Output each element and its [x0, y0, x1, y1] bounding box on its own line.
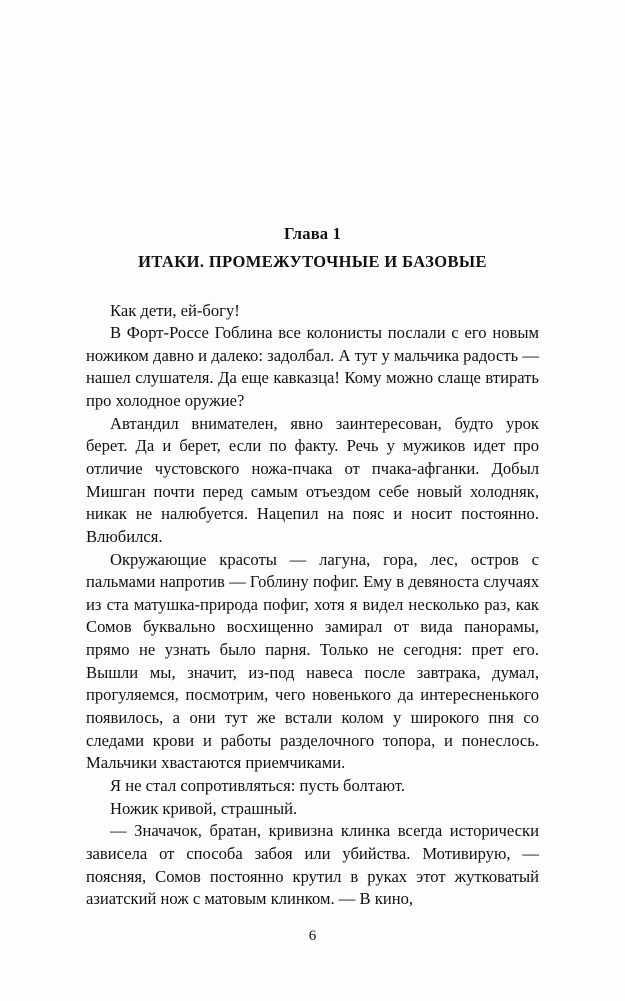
paragraph: — Значачок, братан, кривизна клинка всегда исторически зависела от способа забоя или убийства. Мотивирую, — поясняя, Сомов постоянно крутил в руках этот жутковатый азиатский нож с матовым клинком. — В кино,: [86, 821, 539, 909]
chapter-title: ИТАКИ. ПРОМЕЖУТОЧНЫЕ И БАЗОВЫЕ: [138, 251, 487, 271]
paragraph: Окружающие красоты — лагуна, гора, лес, остров с пальмами напротив — Гоблину пофиг. Ему в девяноста случаях из ста матушка-природа пофиг, хотя я видел несколько раз, как Сомов буквально восхищенно замирал от вида панорамы, прямо не узнать было парня. Только не сегодня: прет его. Вышли мы, значит, из-под навеса после завтрака, думал, прогуляемся, посмотрим, чего новенького да интересненького появилось, а они тут же встали колом у широкого пня со следами крови и работы разделочного топора, и понеслось. Мальчики хвастаются приемчиками.: [86, 549, 539, 773]
chapter-number: Глава 1: [283, 224, 342, 243]
paragraph: Я не стал сопротивляться: пусть болтают.: [110, 775, 405, 795]
paragraph: В Форт-Россе Гоблина все колонисты послали с его новым ножиком давно и далеко: задолбал. А тут у мальчика радость — нашел слушателя. Да еще кавказца! Кому можно слаще втирать про холодное оружие?: [86, 323, 539, 411]
paragraph: Автандил внимателен, явно заинтересован, будто урок берет. Да и берет, если по факту. Речь у мужиков идет про отличие чустовского ножа-пчака от пчака-афганки. Добыл Мишган почти перед самым отъездом себе новый холодняк, никак не налюбуется. Нацепил на пояс и носит постоянно. Влюбился.: [86, 413, 539, 546]
paragraph: Ножик кривой, страшный.: [110, 798, 298, 818]
page-number: 6: [308, 928, 317, 944]
paragraph: Как дети, ей-богу!: [110, 300, 240, 320]
body-text: [86, 300, 539, 911]
chapter-heading: [86, 0, 539, 275]
